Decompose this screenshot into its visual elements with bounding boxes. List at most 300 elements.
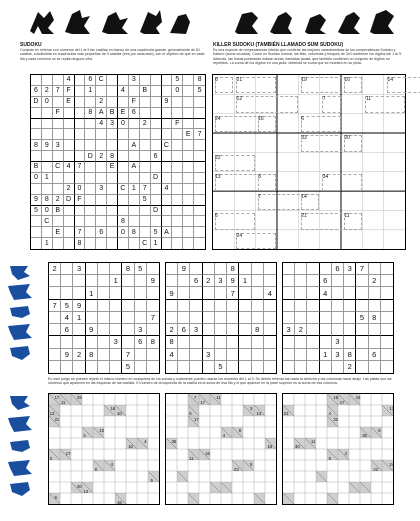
sudoku-cell[interactable] — [61, 336, 73, 348]
sudoku-cell[interactable]: 7 — [356, 263, 368, 275]
hex-cell[interactable] — [151, 119, 162, 130]
sudoku-cell[interactable] — [332, 312, 344, 324]
hex-cell[interactable] — [140, 151, 151, 162]
sudoku-cell[interactable]: 8 — [122, 263, 134, 275]
sudoku-cell[interactable]: 4 — [166, 349, 178, 361]
sudoku-cell[interactable] — [86, 300, 98, 312]
hex-cell[interactable] — [194, 108, 205, 119]
hex-cell[interactable]: 5 — [172, 75, 183, 86]
hex-cell[interactable] — [129, 195, 140, 206]
hex-cell[interactable] — [107, 86, 118, 97]
sudoku-cell[interactable] — [332, 361, 344, 373]
hex-cell[interactable] — [162, 119, 173, 130]
hex-cell[interactable]: E — [183, 129, 194, 140]
hex-cell[interactable] — [162, 195, 173, 206]
hex-cell[interactable]: B — [107, 108, 118, 119]
hex-cell[interactable] — [129, 216, 140, 227]
sudoku-cell[interactable] — [227, 324, 239, 336]
hex-cell[interactable] — [118, 173, 129, 184]
sudoku-cell[interactable]: 6 — [369, 349, 381, 361]
hex-cell[interactable] — [183, 184, 194, 195]
sudoku-cell[interactable]: 6 — [135, 336, 147, 348]
hex-cell[interactable] — [172, 184, 183, 195]
hex-cell[interactable]: F — [172, 119, 183, 130]
sudoku-cell[interactable] — [203, 336, 215, 348]
hex-cell[interactable] — [107, 97, 118, 108]
hex-cell[interactable]: A — [129, 162, 140, 173]
sudoku-cell[interactable] — [307, 349, 319, 361]
sudoku-cell[interactable] — [369, 324, 381, 336]
hex-cell[interactable] — [194, 151, 205, 162]
hex-cell[interactable]: 1 — [42, 238, 53, 249]
sudoku-cell[interactable] — [332, 287, 344, 299]
hex-cell[interactable] — [151, 97, 162, 108]
hex-cell[interactable] — [140, 162, 151, 173]
sudoku-cell[interactable]: 8 — [86, 349, 98, 361]
hex-cell[interactable] — [75, 108, 86, 119]
hex-cell[interactable] — [53, 119, 64, 130]
hex-cell[interactable] — [31, 108, 42, 119]
hex-cell[interactable]: C — [42, 216, 53, 227]
sudoku-cell[interactable] — [381, 287, 393, 299]
hex-cell[interactable] — [107, 206, 118, 217]
sudoku-cell[interactable]: 3 — [332, 349, 344, 361]
sudoku-cell[interactable] — [264, 300, 276, 312]
sudoku-cell[interactable]: 5 — [135, 263, 147, 275]
hex-cell[interactable] — [53, 238, 64, 249]
sudoku-cell[interactable] — [369, 287, 381, 299]
hex-cell[interactable] — [75, 119, 86, 130]
hex-cell[interactable] — [64, 216, 75, 227]
sudoku-cell[interactable]: 3 — [110, 336, 122, 348]
hex-cell[interactable] — [172, 162, 183, 173]
hex-cell[interactable] — [129, 151, 140, 162]
sudoku-cell[interactable] — [215, 287, 227, 299]
sudoku-cell[interactable] — [239, 324, 251, 336]
sudoku-cell[interactable] — [98, 324, 110, 336]
hex-cell[interactable] — [85, 227, 96, 238]
sudoku-cell[interactable] — [320, 312, 332, 324]
sudoku-cell[interactable] — [264, 324, 276, 336]
sudoku-cell[interactable] — [356, 300, 368, 312]
hex-cell[interactable] — [53, 216, 64, 227]
hex-cell[interactable] — [162, 216, 173, 227]
sudoku-cell[interactable] — [283, 336, 295, 348]
hex-cell[interactable] — [151, 129, 162, 140]
hex-cell[interactable] — [118, 206, 129, 217]
hex-cell[interactable] — [85, 184, 96, 195]
hex-cell[interactable] — [172, 238, 183, 249]
hex-cell[interactable] — [85, 162, 96, 173]
hex-cell[interactable] — [140, 216, 151, 227]
sudoku-cell[interactable]: 3 — [135, 324, 147, 336]
hex-cell[interactable] — [162, 86, 173, 97]
hex-cell[interactable]: 8 — [85, 108, 96, 119]
sudoku-cell[interactable] — [203, 361, 215, 373]
sudoku-cell[interactable]: 9 — [227, 275, 239, 287]
hex-cell[interactable] — [75, 129, 86, 140]
sudoku-cell[interactable] — [227, 349, 239, 361]
sudoku-cell[interactable] — [283, 361, 295, 373]
sudoku-cell[interactable] — [320, 361, 332, 373]
hex-cell[interactable] — [151, 75, 162, 86]
sudoku-cell[interactable]: 5 — [122, 361, 134, 373]
kakuro-puzzle-1[interactable] — [48, 393, 160, 505]
hex-cell[interactable]: 7 — [194, 129, 205, 140]
hex-cell[interactable]: 2 — [96, 97, 107, 108]
hex-cell[interactable]: 7 — [75, 227, 86, 238]
hex-cell[interactable]: 5 — [140, 195, 151, 206]
hex-cell[interactable]: 0 — [75, 184, 86, 195]
sudoku-cell[interactable]: 3 — [203, 349, 215, 361]
sudoku-cell[interactable] — [98, 312, 110, 324]
sudoku-cell[interactable] — [295, 300, 307, 312]
hex-cell[interactable]: 8 — [129, 227, 140, 238]
small-sudoku-3[interactable] — [282, 262, 394, 374]
hex-cell[interactable] — [151, 108, 162, 119]
hex-cell[interactable] — [75, 97, 86, 108]
hex-cell[interactable] — [31, 151, 42, 162]
sudoku-cell[interactable] — [135, 300, 147, 312]
hex-cell[interactable] — [118, 129, 129, 140]
hex-cell[interactable] — [172, 129, 183, 140]
hex-cell[interactable] — [107, 75, 118, 86]
hex-cell[interactable] — [31, 238, 42, 249]
hex-cell[interactable]: E — [53, 227, 64, 238]
sudoku-cell[interactable]: 8 — [344, 349, 356, 361]
sudoku-cell[interactable]: 6 — [320, 275, 332, 287]
hex-cell[interactable] — [162, 173, 173, 184]
sudoku-cell[interactable] — [73, 336, 85, 348]
hex-cell[interactable]: 0 — [118, 119, 129, 130]
sudoku-cell[interactable] — [295, 312, 307, 324]
sudoku-cell[interactable] — [227, 312, 239, 324]
hex-cell[interactable] — [85, 238, 96, 249]
sudoku-cell[interactable] — [369, 361, 381, 373]
hex-cell[interactable]: 4 — [162, 184, 173, 195]
hex-cell[interactable] — [75, 206, 86, 217]
sudoku-cell[interactable] — [203, 300, 215, 312]
sudoku-cell[interactable] — [283, 263, 295, 275]
sudoku-cell[interactable]: 7 — [122, 349, 134, 361]
hex-cell[interactable]: 6 — [96, 227, 107, 238]
hex-cell[interactable] — [118, 162, 129, 173]
sudoku-cell[interactable]: 6 — [190, 275, 202, 287]
sudoku-cell[interactable] — [110, 349, 122, 361]
sudoku-cell[interactable] — [264, 275, 276, 287]
hex-cell[interactable] — [53, 184, 64, 195]
hex-cell[interactable]: D — [64, 195, 75, 206]
hex-cell[interactable] — [85, 173, 96, 184]
hex-cell[interactable] — [85, 140, 96, 151]
sudoku-cell[interactable] — [239, 349, 251, 361]
hex-cell[interactable] — [96, 206, 107, 217]
hex-cell[interactable] — [162, 238, 173, 249]
sudoku-cell[interactable] — [320, 300, 332, 312]
sudoku-cell[interactable]: 8 — [227, 263, 239, 275]
hex-sudoku-grid[interactable] — [30, 74, 206, 250]
hex-cell[interactable] — [42, 151, 53, 162]
hex-cell[interactable] — [172, 97, 183, 108]
hex-cell[interactable]: B — [140, 86, 151, 97]
hex-cell[interactable] — [75, 216, 86, 227]
sudoku-cell[interactable] — [381, 300, 393, 312]
hex-cell[interactable] — [75, 75, 86, 86]
sudoku-cell[interactable]: 8 — [369, 312, 381, 324]
hex-cell[interactable]: 6 — [151, 151, 162, 162]
sudoku-cell[interactable]: 2 — [344, 361, 356, 373]
sudoku-cell[interactable] — [98, 336, 110, 348]
hex-cell[interactable] — [140, 173, 151, 184]
hex-cell[interactable] — [118, 195, 129, 206]
hex-cell[interactable] — [107, 195, 118, 206]
hex-cell[interactable] — [31, 119, 42, 130]
sudoku-cell[interactable] — [264, 263, 276, 275]
sudoku-cell[interactable] — [307, 263, 319, 275]
hex-cell[interactable]: 5 — [31, 206, 42, 217]
hex-cell[interactable]: C — [96, 75, 107, 86]
sudoku-cell[interactable] — [122, 312, 134, 324]
sudoku-cell[interactable] — [252, 336, 264, 348]
sudoku-cell[interactable] — [147, 263, 159, 275]
sudoku-cell[interactable] — [49, 336, 61, 348]
sudoku-cell[interactable]: 3 — [73, 263, 85, 275]
hex-cell[interactable] — [194, 162, 205, 173]
hex-cell[interactable] — [31, 216, 42, 227]
hex-cell[interactable] — [151, 184, 162, 195]
sudoku-cell[interactable]: 6 — [178, 324, 190, 336]
hex-cell[interactable] — [96, 195, 107, 206]
hex-cell[interactable] — [194, 238, 205, 249]
hex-cell[interactable] — [85, 119, 96, 130]
hex-cell[interactable]: F — [53, 108, 64, 119]
sudoku-cell[interactable] — [320, 336, 332, 348]
hex-cell[interactable] — [183, 216, 194, 227]
sudoku-cell[interactable] — [147, 324, 159, 336]
sudoku-cell[interactable]: 2 — [49, 263, 61, 275]
sudoku-cell[interactable] — [283, 300, 295, 312]
hex-cell[interactable]: D — [85, 151, 96, 162]
hex-cell[interactable] — [194, 227, 205, 238]
hex-cell[interactable]: 1 — [85, 86, 96, 97]
sudoku-cell[interactable] — [295, 287, 307, 299]
sudoku-cell[interactable] — [264, 312, 276, 324]
sudoku-cell[interactable]: 2 — [166, 324, 178, 336]
kakuro-puzzle-2[interactable] — [165, 393, 277, 505]
sudoku-cell[interactable] — [98, 349, 110, 361]
sudoku-cell[interactable] — [381, 361, 393, 373]
hex-cell[interactable] — [75, 86, 86, 97]
sudoku-cell[interactable] — [332, 300, 344, 312]
sudoku-cell[interactable] — [239, 312, 251, 324]
sudoku-cell[interactable] — [356, 336, 368, 348]
sudoku-cell[interactable] — [356, 361, 368, 373]
sudoku-cell[interactable]: 8 — [147, 336, 159, 348]
hex-cell[interactable]: E — [118, 108, 129, 119]
hex-cell[interactable] — [140, 206, 151, 217]
sudoku-cell[interactable] — [190, 312, 202, 324]
hex-cell[interactable]: 9 — [42, 140, 53, 151]
sudoku-cell[interactable] — [203, 263, 215, 275]
hex-cell[interactable] — [31, 227, 42, 238]
sudoku-cell[interactable] — [135, 275, 147, 287]
hex-cell[interactable]: 7 — [53, 86, 64, 97]
hex-cell[interactable] — [64, 108, 75, 119]
sudoku-cell[interactable] — [344, 275, 356, 287]
sudoku-cell[interactable] — [295, 349, 307, 361]
hex-cell[interactable] — [183, 238, 194, 249]
hex-cell[interactable] — [172, 108, 183, 119]
sudoku-cell[interactable] — [283, 312, 295, 324]
sudoku-cell[interactable] — [283, 275, 295, 287]
hex-cell[interactable] — [42, 162, 53, 173]
hex-cell[interactable]: C — [140, 238, 151, 249]
hex-cell[interactable]: 4 — [118, 86, 129, 97]
sudoku-cell[interactable] — [215, 336, 227, 348]
sudoku-cell[interactable] — [122, 275, 134, 287]
sudoku-cell[interactable] — [61, 287, 73, 299]
sudoku-cell[interactable] — [252, 287, 264, 299]
hex-cell[interactable]: 4 — [64, 162, 75, 173]
sudoku-cell[interactable] — [49, 312, 61, 324]
hex-cell[interactable] — [53, 173, 64, 184]
hex-cell[interactable]: E — [64, 97, 75, 108]
hex-cell[interactable] — [64, 238, 75, 249]
sudoku-cell[interactable]: 9 — [166, 287, 178, 299]
hex-cell[interactable] — [194, 184, 205, 195]
hex-cell[interactable] — [42, 129, 53, 140]
hex-cell[interactable] — [85, 195, 96, 206]
sudoku-cell[interactable] — [178, 349, 190, 361]
sudoku-cell[interactable] — [320, 263, 332, 275]
hex-cell[interactable] — [183, 151, 194, 162]
sudoku-cell[interactable] — [178, 287, 190, 299]
sudoku-cell[interactable] — [190, 349, 202, 361]
hex-cell[interactable]: D — [151, 173, 162, 184]
hex-cell[interactable] — [162, 151, 173, 162]
sudoku-cell[interactable] — [264, 361, 276, 373]
sudoku-cell[interactable]: 3 — [190, 324, 202, 336]
sudoku-cell[interactable] — [227, 361, 239, 373]
hex-cell[interactable] — [96, 86, 107, 97]
hex-cell[interactable]: 8 — [118, 216, 129, 227]
sudoku-cell[interactable] — [252, 349, 264, 361]
sudoku-cell[interactable] — [344, 312, 356, 324]
hex-cell[interactable] — [42, 108, 53, 119]
hex-cell[interactable] — [129, 119, 140, 130]
hex-cell[interactable]: C — [118, 184, 129, 195]
hex-cell[interactable] — [172, 227, 183, 238]
hex-cell[interactable]: 3 — [129, 75, 140, 86]
hex-cell[interactable] — [107, 216, 118, 227]
hex-cell[interactable] — [53, 129, 64, 140]
sudoku-cell[interactable] — [166, 361, 178, 373]
hex-cell[interactable] — [96, 216, 107, 227]
sudoku-cell[interactable] — [190, 300, 202, 312]
hex-cell[interactable]: 0 — [31, 173, 42, 184]
sudoku-cell[interactable] — [215, 300, 227, 312]
hex-cell[interactable]: E — [107, 162, 118, 173]
hex-cell[interactable]: 2 — [42, 86, 53, 97]
hex-cell[interactable]: F — [75, 195, 86, 206]
hex-cell[interactable] — [140, 140, 151, 151]
sudoku-cell[interactable] — [178, 275, 190, 287]
hex-cell[interactable] — [64, 151, 75, 162]
hex-cell[interactable]: C — [53, 162, 64, 173]
hex-cell[interactable] — [194, 97, 205, 108]
sudoku-cell[interactable] — [166, 312, 178, 324]
hex-cell[interactable]: A — [96, 108, 107, 119]
sudoku-cell[interactable] — [252, 300, 264, 312]
hex-cell[interactable] — [85, 206, 96, 217]
sudoku-cell[interactable]: 1 — [86, 287, 98, 299]
hex-cell[interactable] — [194, 173, 205, 184]
hex-cell[interactable]: A — [162, 227, 173, 238]
hex-cell[interactable] — [42, 119, 53, 130]
sudoku-cell[interactable] — [190, 287, 202, 299]
sudoku-cell[interactable]: 3 — [332, 336, 344, 348]
sudoku-cell[interactable] — [166, 275, 178, 287]
sudoku-cell[interactable] — [307, 300, 319, 312]
sudoku-cell[interactable] — [344, 300, 356, 312]
hex-cell[interactable]: 8 — [75, 238, 86, 249]
small-sudoku-2[interactable] — [165, 262, 277, 374]
sudoku-cell[interactable] — [215, 324, 227, 336]
hex-cell[interactable] — [42, 75, 53, 86]
hex-cell[interactable]: F — [129, 97, 140, 108]
sudoku-cell[interactable] — [73, 287, 85, 299]
sudoku-cell[interactable] — [61, 361, 73, 373]
hex-cell[interactable] — [75, 151, 86, 162]
hex-cell[interactable] — [42, 184, 53, 195]
hex-cell[interactable] — [172, 173, 183, 184]
sudoku-cell[interactable]: 8 — [166, 336, 178, 348]
hex-cell[interactable] — [64, 140, 75, 151]
hex-cell[interactable]: 8 — [31, 140, 42, 151]
sudoku-cell[interactable]: 1 — [110, 275, 122, 287]
sudoku-cell[interactable] — [344, 336, 356, 348]
hex-cell[interactable] — [140, 129, 151, 140]
sudoku-cell[interactable]: 9 — [61, 349, 73, 361]
sudoku-cell[interactable]: 9 — [178, 263, 190, 275]
hex-cell[interactable] — [162, 206, 173, 217]
hex-cell[interactable]: 7 — [75, 162, 86, 173]
sudoku-cell[interactable] — [135, 287, 147, 299]
sudoku-cell[interactable] — [73, 275, 85, 287]
sudoku-cell[interactable] — [110, 300, 122, 312]
hex-cell[interactable] — [151, 86, 162, 97]
sudoku-cell[interactable] — [166, 263, 178, 275]
sudoku-cell[interactable]: 9 — [86, 324, 98, 336]
hex-cell[interactable] — [151, 216, 162, 227]
hex-cell[interactable]: B — [31, 162, 42, 173]
hex-cell[interactable]: 5 — [194, 86, 205, 97]
sudoku-cell[interactable] — [135, 361, 147, 373]
hex-cell[interactable] — [140, 227, 151, 238]
hex-cell[interactable] — [31, 184, 42, 195]
hex-cell[interactable]: 9 — [162, 97, 173, 108]
sudoku-cell[interactable] — [369, 263, 381, 275]
sudoku-cell[interactable]: 7 — [49, 300, 61, 312]
sudoku-cell[interactable] — [215, 312, 227, 324]
sudoku-cell[interactable] — [283, 349, 295, 361]
sudoku-cell[interactable] — [110, 287, 122, 299]
sudoku-cell[interactable] — [307, 275, 319, 287]
sudoku-cell[interactable] — [122, 336, 134, 348]
hex-cell[interactable]: 8 — [107, 151, 118, 162]
hex-cell[interactable] — [107, 129, 118, 140]
sudoku-cell[interactable] — [356, 287, 368, 299]
